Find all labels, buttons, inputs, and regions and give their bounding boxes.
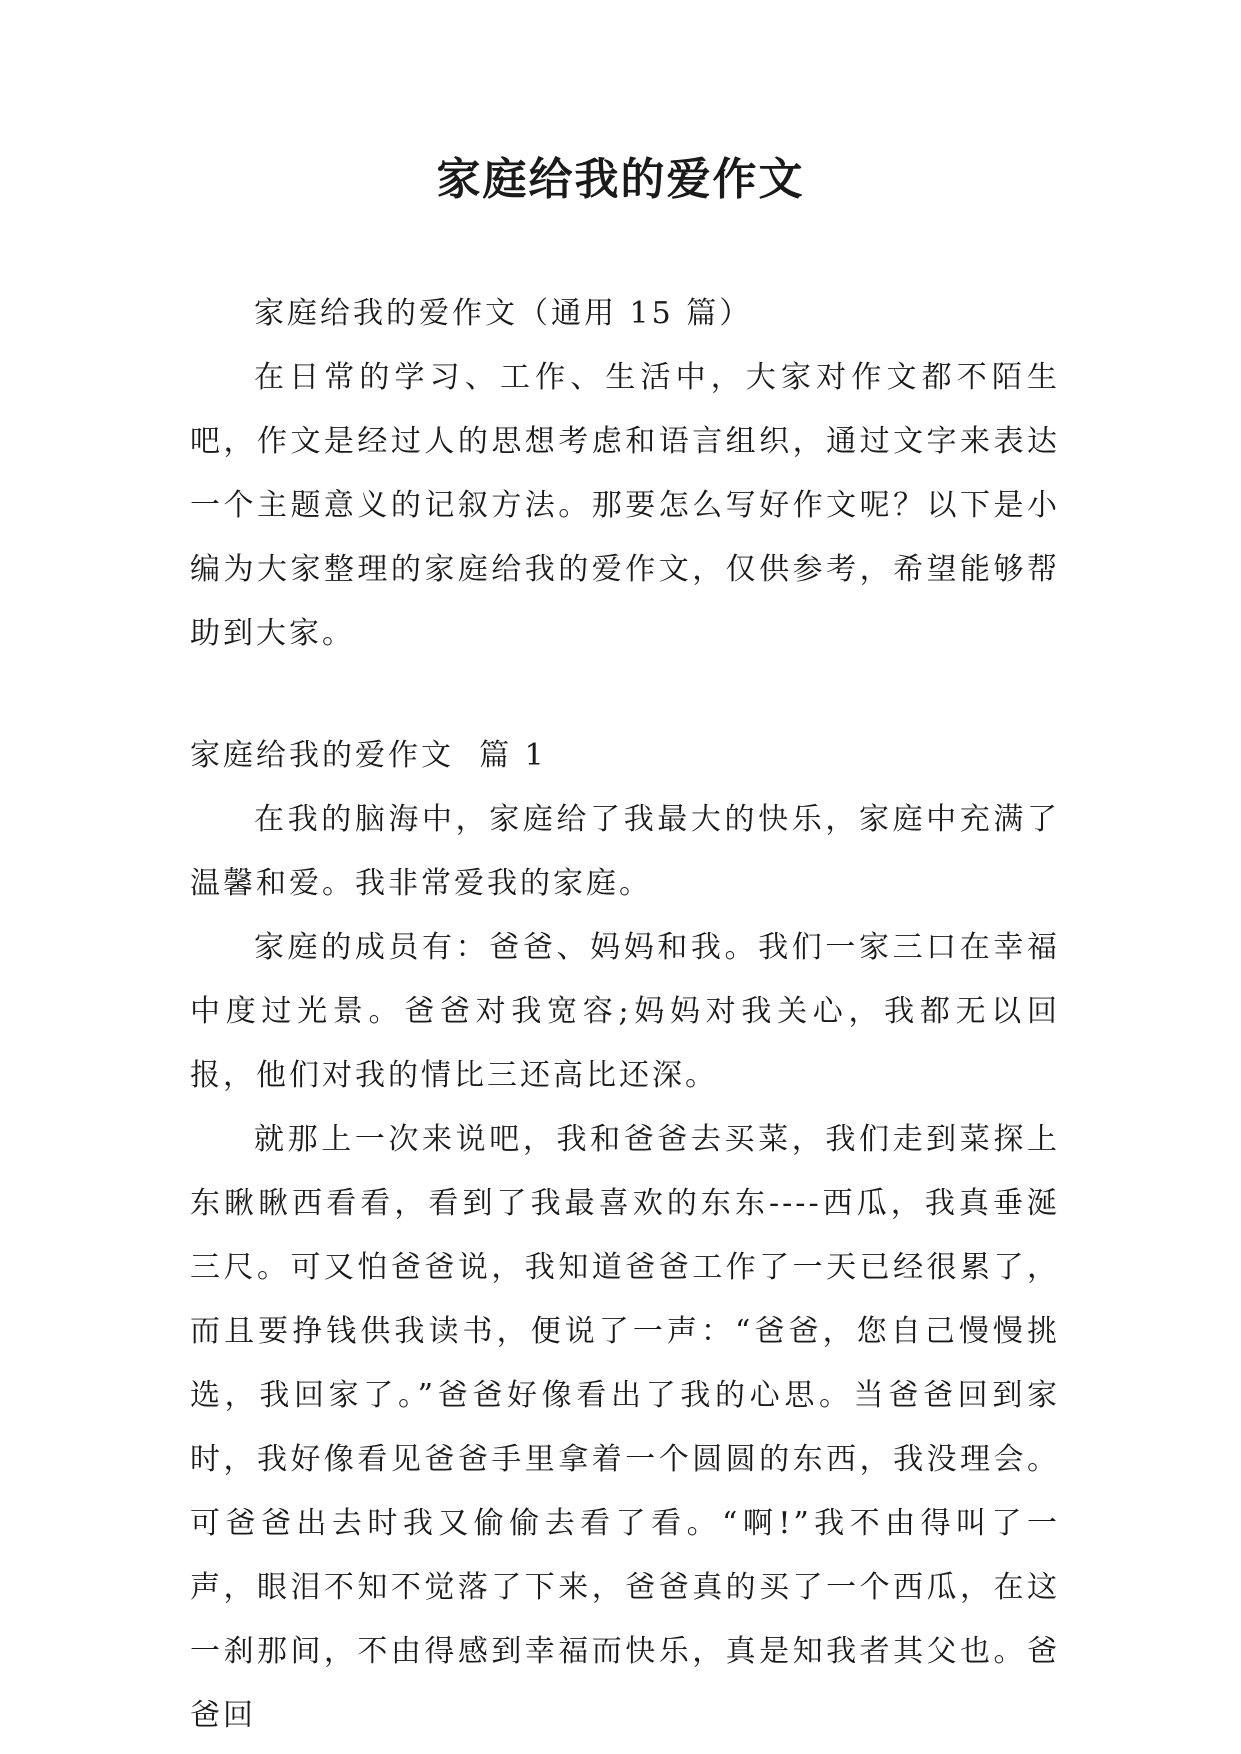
document-body bbox=[190, 282, 1060, 1748]
intro-paragraph: 在日常的学习、工作、生活中，大家对作文都不陌生吧，作文是经过人的思想考虑和语言组织，通过文字来表达一个主题意义的记叙方法。那要怎么写好作文呢？以下是小编为大家整理的家庭给我的爱作文，仅供参考，希望能够帮助到大家。 bbox=[190, 360, 1060, 651]
section-heading: 家庭给我的爱作文 篇 1 bbox=[190, 738, 547, 773]
body-paragraph: 在我的脑海中，家庭给了我最大的快乐，家庭中充满了温馨和爱。我非常爱我的家庭。 bbox=[190, 802, 1060, 901]
body-paragraph: 就那上一次来说吧，我和爸爸去买菜，我们走到菜探上东瞅瞅西看看，看到了我最喜欢的东东----西瓜，我真垂涎三尺。可又怕爸爸说，我知道爸爸工作了一天已经很累了，而且要挣钱供我读书，便说了一声：“爸爸，您自己慢慢挑选，我回家了。”爸爸好像看出了我的心思。当爸爸回到家时，我好像看见爸爸手里拿着一个圆圆的东西，我没理会。可爸爸出去时我又偷偷去看了看。“啊!”我不由得叫了一声，眼泪不知不觉落了下来，爸爸真的买了一个西瓜，在这一刹那间，不由得感到幸福而快乐，真是知我者其父也。爸爸回 bbox=[190, 1122, 1060, 1733]
document-subtitle: 家庭给我的爱作文（通用 15 篇） bbox=[254, 296, 753, 331]
document-title: 家庭给我的爱作文 bbox=[436, 154, 805, 205]
body-paragraph: 家庭的成员有：爸爸、妈妈和我。我们一家三口在幸福中度过光景。爸爸对我宽容;妈妈对我关心，我都无以回报，他们对我的情比三还高比还深。 bbox=[190, 930, 1060, 1093]
